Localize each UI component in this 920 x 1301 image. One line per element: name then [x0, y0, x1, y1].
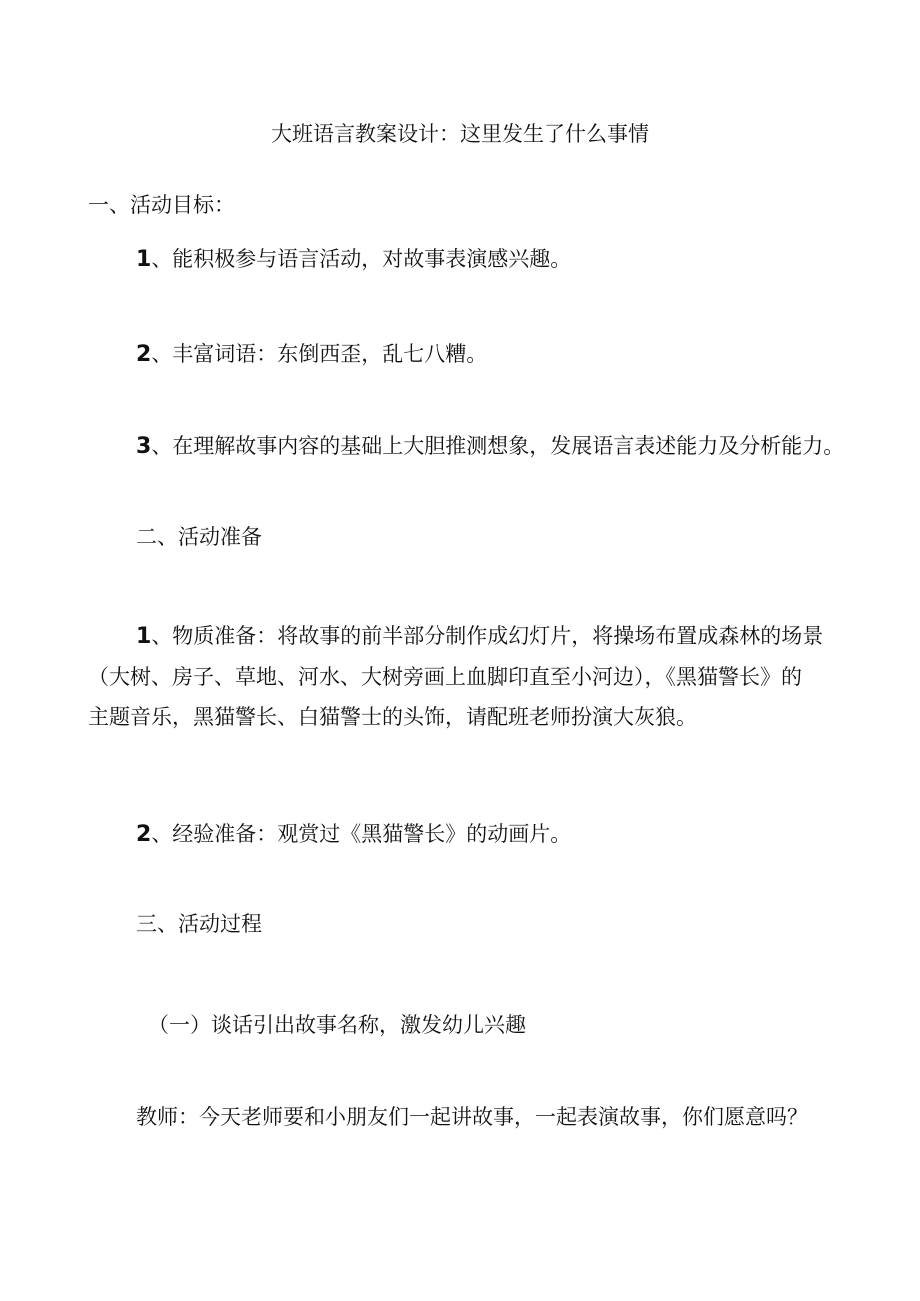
goal-number: 2 — [136, 342, 152, 367]
prep-text-line2: （大树、房子、草地、河水、大树旁画上血脚印直至小河边），《黑猫警长》的 — [88, 665, 802, 689]
prep-text: 、经验准备：观赏过《黑猫警长》的动画片。 — [151, 822, 572, 846]
goal-text: 、丰富词语：东倒西歪，乱七八糟。 — [151, 342, 488, 366]
goal-text: 、能积极参与语言活动，对故事表演感兴趣。 — [151, 247, 572, 271]
goal-number: 3 — [136, 434, 152, 459]
section-heading-process: 三、活动过程 — [136, 912, 262, 936]
goal-number: 1 — [136, 247, 152, 272]
process-subheading-1: （一）谈话引出故事名称，激发幼儿兴趣 — [148, 1013, 526, 1037]
goal-text: 、在理解故事内容的基础上大胆推测想象，发展语言表述能力及分析能力。 — [151, 434, 845, 458]
prep-text-line1: 、物质准备：将故事的前半部分制作成幻灯片，将操场布置成森林的场景 — [151, 624, 824, 648]
material-preparation-paragraph — [88, 616, 838, 737]
goal-item-2 — [136, 340, 487, 369]
teacher-dialogue: 教师：今天老师要和小朋友们一起讲故事，一起表演故事，你们愿意吗？ — [136, 1105, 808, 1129]
prep-number: 1 — [136, 624, 152, 649]
section-heading-preparation: 二、活动准备 — [136, 525, 262, 549]
experience-preparation — [136, 820, 571, 849]
page-title: 大班语言教案设计：这里发生了什么事情 — [271, 122, 649, 146]
prep-number: 2 — [136, 822, 152, 847]
goal-item-1 — [136, 245, 571, 274]
prep-text-line3: 主题音乐，黑猫警长、白猫警士的头饰，请配班老师扮演大灰狼。 — [88, 705, 697, 729]
goal-item-3 — [136, 432, 844, 461]
section-heading-goals: 一、活动目标： — [88, 193, 235, 217]
